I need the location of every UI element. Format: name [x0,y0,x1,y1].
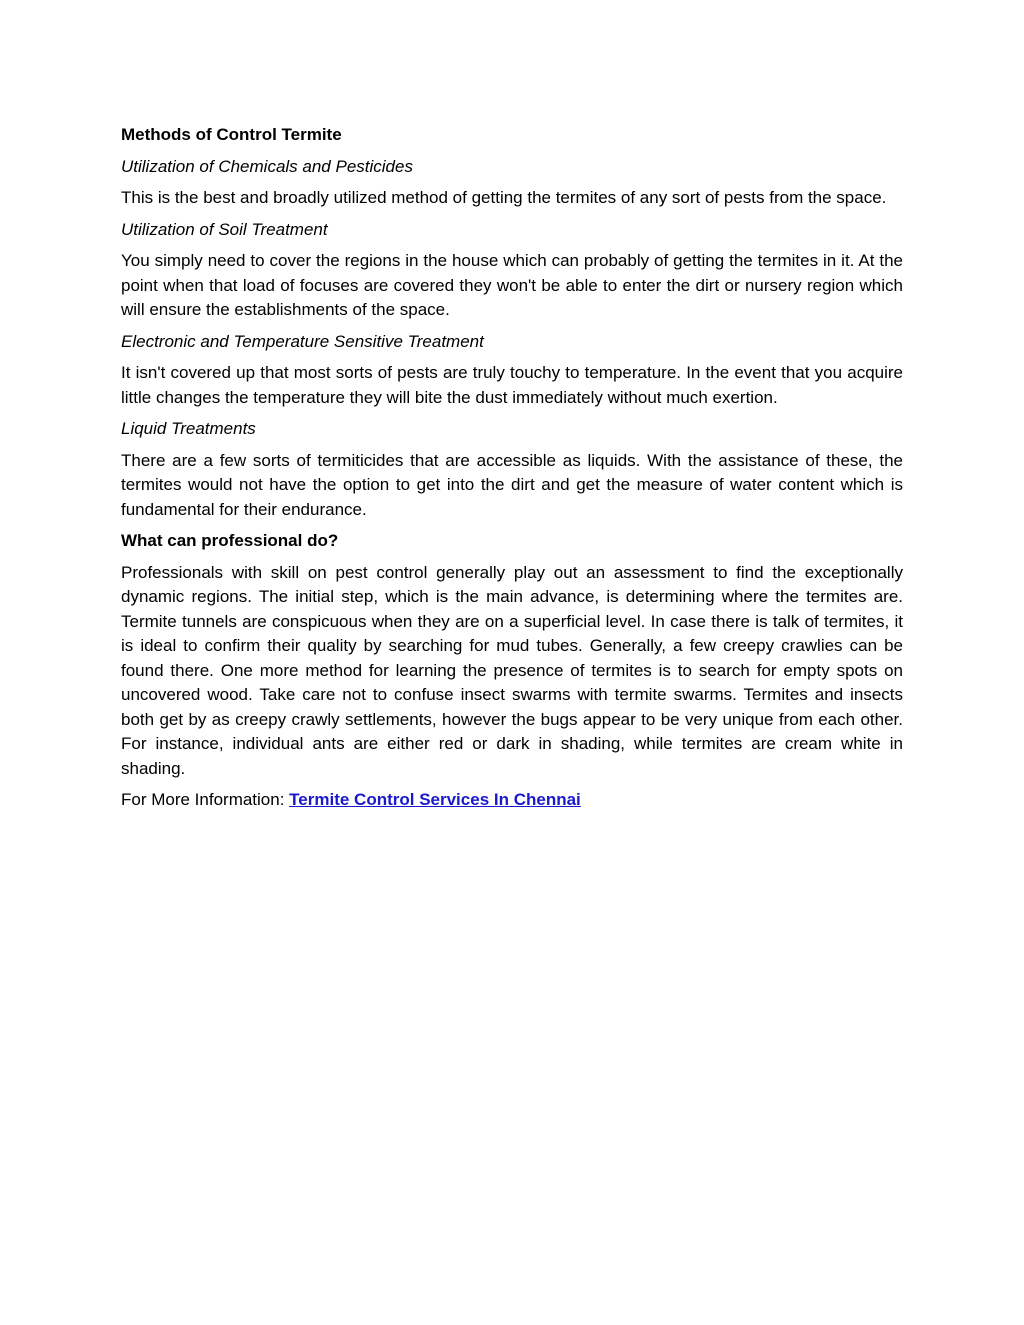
paragraph-chemicals-and-pesticides: This is the best and broadly utilized method of getting the termites of any sort of pests from the space. [121,188,887,207]
more-information-line [121,788,903,813]
paragraph-electronic-temperature-treatment: It isn't covered up that most sorts of pests are truly touchy to temperature. In the event that you acquire little changes the temperature they will bite the dust immediately without much exertion. [121,363,903,407]
subheading-electronic-temperature-treatment: Electronic and Temperature Sensitive Treatment [121,331,484,351]
paragraph-professionals: Professionals with skill on pest control generally play out an assessment to find the exceptionally dynamic regions. The initial step, which is the main advance, is determining where the termites are. Termite tunnels are conspicuous when they are on a superficial level. In case there is talk of termites, it is ideal to confirm their quality by searching for mud tubes. Generally, a few creepy crawlies can be found there. One more method for learning the presence of termites is to search for empty spots on uncovered wood. Take care not to confuse insect swarms with termite swarms. Termites and insects both get by as creepy crawly settlements, however the bugs appear to be very unique from each other. For instance, individual ants are either red or dark in shading, while termites are cream white in shading. [121,562,903,778]
heading-what-can-professional-do: What can professional do? [121,531,339,550]
subheading-soil-treatment: Utilization of Soil Treatment [121,219,328,239]
paragraph-liquid-treatments: There are a few sorts of termiticides that are accessible as liquids. With the assistance of these, the termites would not have the option to get into the dirt and get the measure of water content which is fundamental for their endurance. [121,450,903,519]
termite-control-services-link[interactable]: Termite Control Services In Chennai [289,790,581,809]
heading-methods-of-control-termite: Methods of Control Termite [121,125,342,144]
more-information-prefix: For More Information: [121,790,290,809]
subheading-liquid-treatments: Liquid Treatments [121,419,256,438]
subheading-chemicals-and-pesticides: Utilization of Chemicals and Pesticides [121,156,413,176]
paragraph-soil-treatment: You simply need to cover the regions in the house which can probably of getting the termites in it. At the point when that load of focuses are covered they won't be able to enter the dirt or nursery region which will ensure the establishments of the space. [121,251,903,319]
